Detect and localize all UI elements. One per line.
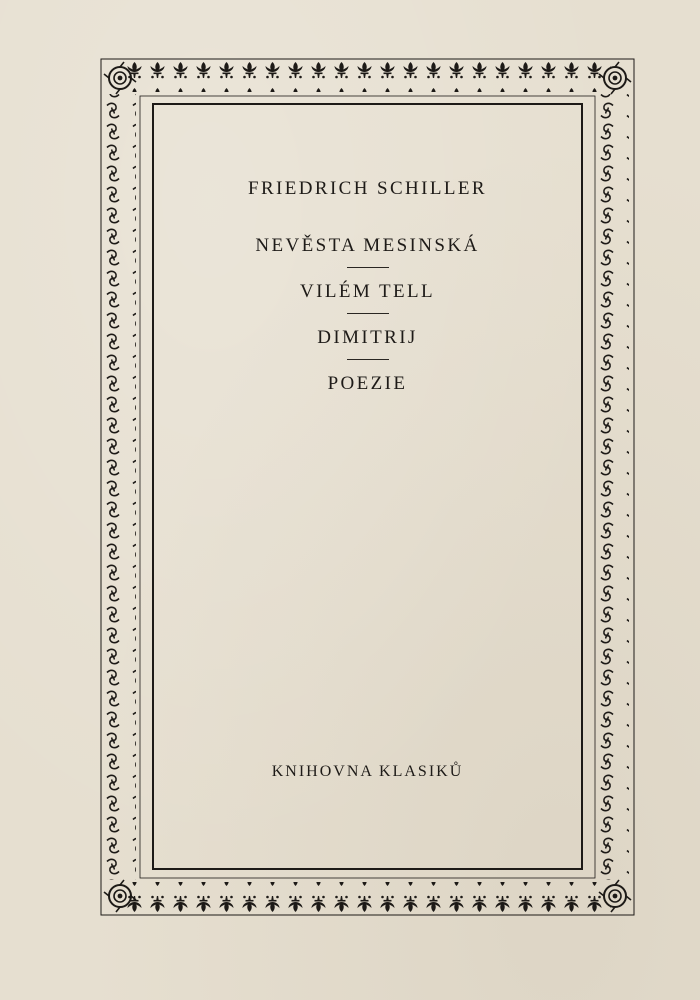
- title-block: [154, 178, 581, 393]
- work-title: POEZIE: [327, 373, 408, 394]
- work-title: VILÉM TELL: [300, 281, 435, 302]
- title-separator: [347, 313, 389, 314]
- work-title: DIMITRIJ: [317, 327, 418, 348]
- author-name: FRIEDRICH SCHILLER: [247, 178, 488, 199]
- series-name: KNIHOVNA KLASIKŮ: [271, 763, 464, 780]
- title-separator: [347, 359, 389, 360]
- title-separator: [347, 267, 389, 268]
- work-title: NEVĚSTA MESINSKÁ: [255, 235, 480, 256]
- title-panel: [152, 103, 583, 870]
- works-list: [154, 236, 581, 393]
